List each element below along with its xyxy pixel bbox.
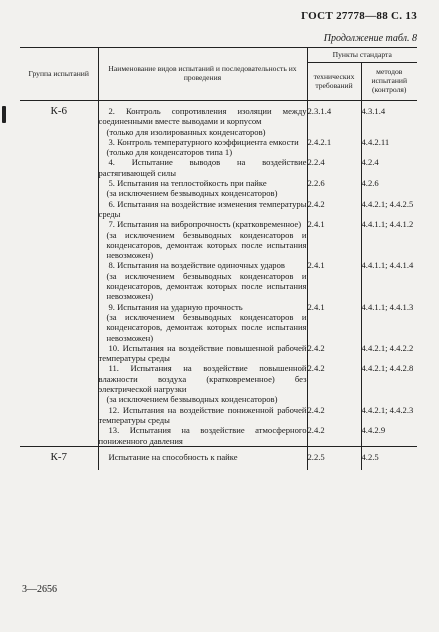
test-note: (за исключением безвыводных конденсаторов и конденсаторов, демонтаж которых после испытания невозможен) [106,270,307,302]
table-row [20,178,417,199]
method-ref: 4.4.2.1; 4.4.2.5 [361,198,414,209]
table-row [20,157,417,178]
test-name-cell [98,363,307,404]
test-note: (только для конденсаторов типа 1) [106,147,233,158]
table-row [20,425,417,446]
method-ref: 4.4.1.1; 4.4.1.4 [361,260,414,271]
test-name: 7. Испытания на вибропрочность (кратковременное) [108,219,302,230]
group-cell [20,178,98,199]
test-name: 6. Испытания на воздействие изменения температуры среды [98,198,307,219]
tech-ref: 2.4.2 [307,343,361,364]
table-row [20,343,417,364]
col-tech-header: технических требований [307,63,361,101]
table-row [20,260,417,301]
test-name-cell [98,405,307,426]
tech-ref: 2.4.2 [307,199,361,220]
page-header: ГОСТ 27778—88 С. 13 [301,10,417,22]
tech-ref: 2.2.4 [307,157,361,178]
group-cell [20,219,98,260]
table-row [20,137,417,158]
test-table [20,47,417,470]
test-note: (за исключением безвыводных конденсаторов и конденсаторов, демонтаж которых после испытания невозможен) [106,229,307,261]
method-ref: 4.4.2.1; 4.4.2.2 [361,342,414,353]
test-name: 12. Испытания на воздействие пониженной рабочей температуры среды [98,404,307,425]
method-ref: 4.2.4 [361,157,379,168]
group-cell [20,363,98,404]
method-ref: 4.3.1.4 [361,106,386,116]
group-cell [20,425,98,446]
tech-ref: 2.2.5 [307,446,361,470]
test-name: 10. Испытания на воздействие повышенной рабочей температуры среды [98,342,307,364]
group-cell: К-6 [20,101,98,137]
test-name-cell [98,343,307,364]
method-ref: 4.4.1.1; 4.4.1.2 [361,219,414,230]
tech-ref: 2.4.2.1 [307,137,361,158]
test-name-cell [98,302,307,343]
method-ref: 4.4.2.11 [361,136,390,147]
tech-ref: 2.4.1 [307,302,361,343]
group-cell [20,157,98,178]
col-points-header: Пункты стандарта [307,48,417,63]
method-ref: 4.2.5 [361,451,379,462]
test-name-cell [98,260,307,301]
col-name-header: Наименование видов испытаний и последовательность их проведения [98,48,307,101]
col-group-header: Группа испытаний [20,48,98,101]
test-name-cell [98,178,307,199]
test-name: 8. Испытания на воздействие одиночных ударов [108,260,285,271]
method-ref: 4.4.2.1; 4.4.2.8 [361,363,414,374]
col-methods-header: методов испытаний (контроля) [361,63,417,101]
tech-ref: 2.3.1.4 [307,101,361,137]
test-name-cell [98,219,307,260]
group-cell [20,405,98,426]
tech-ref: 2.4.2 [307,425,361,446]
test-note: (за исключением безвыводных конденсаторов) [106,188,278,199]
table-row [20,446,417,470]
tech-ref: 2.4.2 [307,363,361,404]
test-name: 13. Испытания на воздействие атмосферного пониженного давления [98,425,307,446]
table-row [20,405,417,426]
table-row [20,363,417,404]
test-note: (за исключением безвыводных конденсаторов) [106,394,278,405]
group-cell [20,199,98,220]
test-name: 4. Испытание выводов на воздействие растягивающей силы [98,157,307,178]
method-ref: 4.2.6 [361,178,379,189]
table-row [20,101,417,137]
test-name-cell [98,101,307,137]
method-ref: 4.4.1.1; 4.4.1.3 [361,301,414,312]
group-cell: К-7 [20,446,98,470]
table-row [20,219,417,260]
test-name: 5. Испытания на теплостойкость при пайке [108,178,267,189]
tech-ref: 2.4.2 [307,405,361,426]
test-name-cell [98,446,307,470]
tech-ref: 2.4.1 [307,219,361,260]
method-ref: 4.4.2.9 [361,425,386,436]
continuation-label: Продолжение табл. 8 [323,33,417,44]
test-name: 2. Контроль сопротивления изоляции между соединенными вместе выводами и корпусом [98,106,307,127]
table-row [20,302,417,343]
test-name: 9. Испытания на ударную прочность [108,301,243,312]
test-name: 11. Испытания на воздействие повышенной влажности воздуха (кратковременное) без электрической нагрузки [98,363,307,395]
footer-code: 3—2656 [22,584,57,595]
test-name-cell [98,425,307,446]
test-note: (только для изолированных конденсаторов) [106,126,266,137]
table-body [20,101,417,471]
test-name-cell [98,199,307,220]
group-cell [20,137,98,158]
tech-ref: 2.2.6 [307,178,361,199]
test-name: 3. Контроль температурного коэффициента емкости [108,136,299,147]
group-cell [20,260,98,301]
group-cell [20,343,98,364]
test-note: (за исключением безвыводных конденсаторов и конденсаторов, демонтаж которых после испытания невозможен) [106,311,307,343]
margin-mark [2,106,6,123]
test-name-cell [98,157,307,178]
test-name: Испытание на способность к пайке [108,451,238,462]
test-name-cell [98,137,307,158]
method-ref: 4.4.2.1; 4.4.2.3 [361,404,414,415]
table-row [20,199,417,220]
group-cell [20,302,98,343]
tech-ref: 2.4.1 [307,260,361,301]
